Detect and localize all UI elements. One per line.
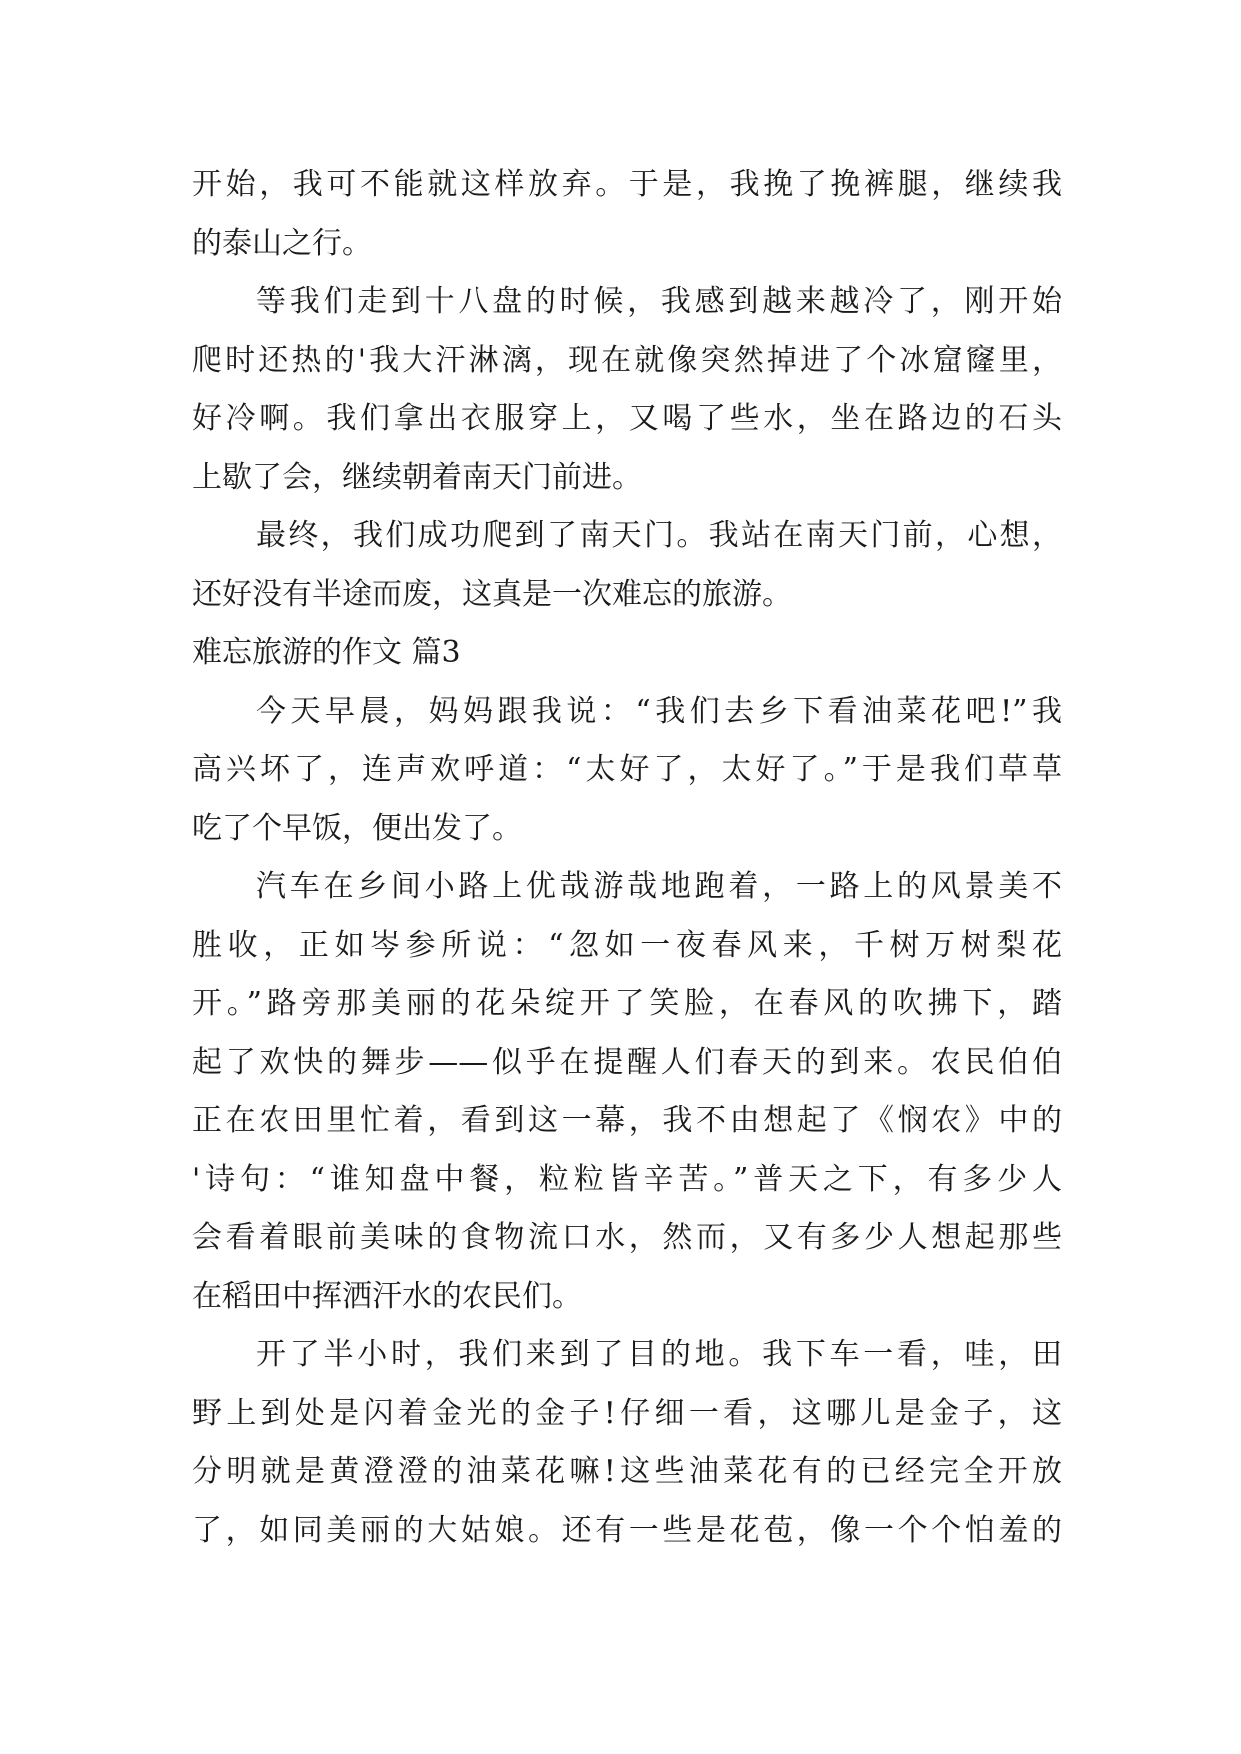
section-heading: 难忘旅游的作文 篇3 [192, 635, 461, 670]
text-line: 开。”路旁那美丽的花朵绽开了笑脸，在春风的吹拂下，踏 [192, 986, 1062, 1021]
text-line: 开始，我可不能就这样放弃。于是，我挽了挽裤腿，继续我 [192, 167, 1062, 202]
paragraph-start-line: 开了半小时，我们来到了目的地。我下车一看，哇，田 [256, 1337, 1062, 1372]
paragraph-start-line: 等我们走到十八盘的时候，我感到越来越冷了，刚开始 [256, 284, 1062, 319]
paragraph-start-line: 最终，我们成功爬到了南天门。我站在南天门前，心想， [256, 518, 1062, 553]
text-line: '诗句：“谁知盘中餐，粒粒皆辛苦。”普天之下，有多少人 [192, 1161, 1062, 1197]
text-line: 的泰山之行。 [192, 225, 372, 261]
text-line: 上歇了会，继续朝着南天门前进。 [192, 459, 642, 495]
text-line: 好冷啊。我们拿出衣服穿上，又喝了些水，坐在路边的石头 [192, 401, 1062, 436]
text-line: 分明就是黄澄澄的油菜花嘛!这些油菜花有的已经完全开放 [192, 1454, 1062, 1489]
text-line: 正在农田里忙着，看到这一幕，我不由想起了《悯农》中的 [192, 1103, 1062, 1138]
text-line: 还好没有半途而废，这真是一次难忘的旅游。 [192, 576, 792, 612]
text-line: 野上到处是闪着金光的金子!仔细一看，这哪儿是金子，这 [192, 1395, 1062, 1431]
text-line: 起了欢快的舞步——似乎在提醒人们春天的到来。农民伯伯 [192, 1044, 1062, 1080]
text-line: 在稻田中挥洒汗水的农民们。 [192, 1278, 582, 1314]
paragraph-start-line: 今天早晨，妈妈跟我说：“我们去乡下看油菜花吧!”我 [256, 693, 1062, 729]
text-line: 了，如同美丽的大姑娘。还有一些是花苞，像一个个怕羞的 [192, 1512, 1062, 1548]
text-line: 胜收，正如岑参所说：“忽如一夜春风来，千树万树梨花 [192, 927, 1062, 963]
text-line: 会看着眼前美味的食物流口水，然而，又有多少人想起那些 [192, 1220, 1062, 1255]
text-line: 高兴坏了，连声欢呼道：“太好了，太好了。”于是我们草草 [192, 752, 1062, 787]
text-line: 爬时还热的'我大汗淋漓，现在就像突然掉进了个冰窟窿里， [192, 342, 1062, 378]
paragraph-start-line: 汽车在乡间小路上优哉游哉地跑着，一路上的风景美不 [256, 869, 1062, 904]
text-line: 吃了个早饭，便出发了。 [192, 810, 522, 846]
article-body [192, 156, 1062, 1560]
